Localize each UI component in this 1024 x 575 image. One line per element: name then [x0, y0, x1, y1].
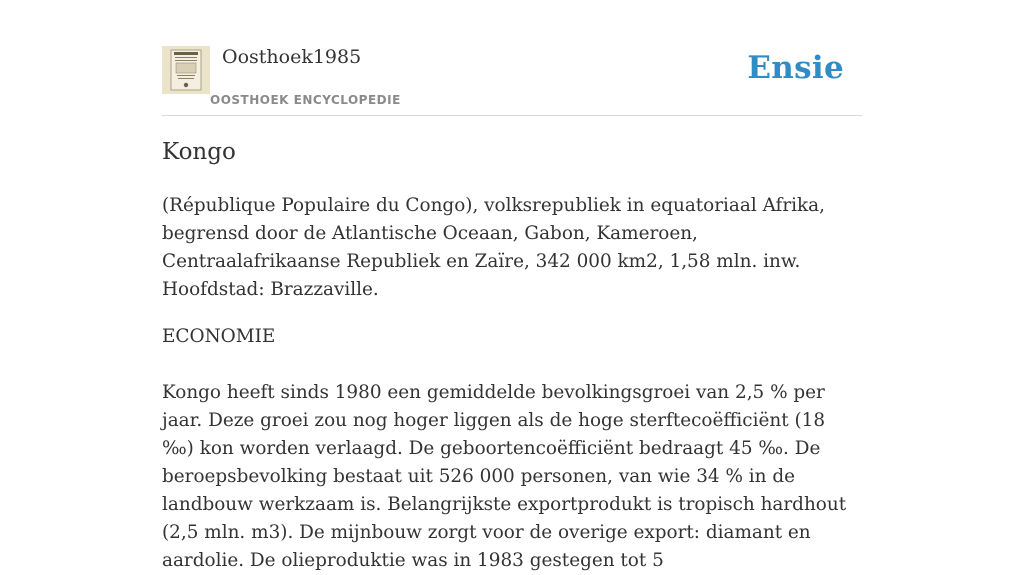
page-title: Kongo	[162, 139, 236, 165]
book-cover-icon	[162, 46, 210, 94]
username[interactable]: Oosthoek1985	[222, 46, 362, 68]
source-label[interactable]: OOSTHOEK ENCYCLOPEDIE	[210, 93, 401, 107]
page-container	[162, 0, 862, 571]
ensie-logo[interactable]: Ensie	[747, 50, 844, 86]
section-heading: ECONOMIE	[162, 326, 276, 347]
article-body	[162, 192, 862, 575]
intro-paragraph: (République Populaire du Congo), volksrepubliek in equatoriaal Afrika, begrensd door de Atlantische Oceaan, Gabon, Kameroen, Centraalafrikaanse Republiek en Zaïre, 342 000 km2, 1,58 mln. inw. Hoofdstad: Brazzaville.	[162, 195, 825, 300]
section-paragraph: Kongo heeft sinds 1980 een gemiddelde bevolkingsgroei van 2,5 % per jaar. Deze groei zou nog hoger liggen als de hoge sterftecoëfficiënt (18 ‰) kon worden verlaagd. De geboortencoëfficiënt bedraagt 45 ‰. De beroepsbevolking bestaat uit 526 000 personen, van wie 34 % in de landbouw werkzaam is. Belangrijkste exportprodukt is tropisch hardhout (2,5 mln. m3). De mijnbouw zorgt voor de overige export: diamant en aardolie. De olieproduktie was in 1983 gestegen tot 5	[162, 382, 847, 571]
entry-header	[162, 0, 862, 116]
avatar[interactable]	[162, 46, 210, 94]
